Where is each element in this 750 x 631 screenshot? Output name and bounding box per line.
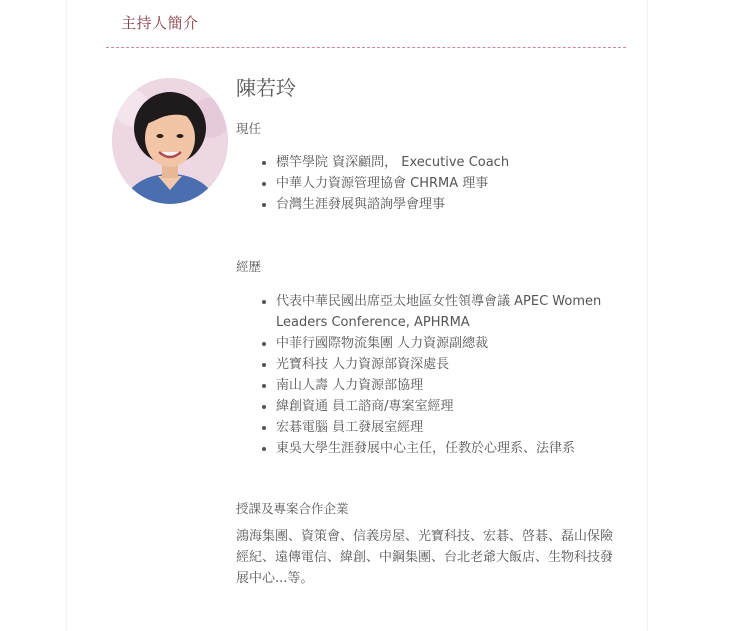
list-item: • 中華人力資源管理協會 CHRMA 理事 <box>276 173 644 194</box>
section-title: 主持人簡介 <box>121 14 199 32</box>
portrait-photo-icon <box>112 78 228 204</box>
partners-text: 鴻海集團、資策會、信義房屋、光寶科技、宏碁、啓碁、磊山保險經紀、遠傳電信、緯創、中鋼集團、台北老爺大飯店、生物科技發展中心...等。 <box>236 529 614 586</box>
section-divider <box>106 47 626 48</box>
host-name: 陳若玲 <box>236 76 296 100</box>
list-item: • 緯創資通 員工諮商/專案室經理 <box>276 396 644 417</box>
list-item: • 台灣生涯發展與諮詢學會理事 <box>276 194 644 215</box>
list-item: • 代表中華民國出席亞太地區女性領導會議 APEC Women Leaders Conference, APHRMA <box>276 291 644 333</box>
current-heading: 現任 <box>236 121 262 136</box>
list-item: • 中菲行國際物流集團 人力資源副總裁 <box>276 333 644 354</box>
current-list <box>256 152 644 215</box>
partners-heading: 授課及專案合作企業 <box>236 501 349 516</box>
list-item: • 南山人壽 人力資源部協理 <box>276 375 644 396</box>
list-item: • 東吳大學生涯發展中心主任，任教於心理系、法律系 <box>276 438 644 459</box>
experience-heading: 經歷 <box>236 259 262 274</box>
experience-list <box>256 291 644 459</box>
list-item: • 光寶科技 人力資源部資深處長 <box>276 354 644 375</box>
list-item: • 標竿學院 資深顧問， Executive Coach <box>276 152 644 173</box>
host-photo <box>112 78 228 204</box>
list-item: • 宏碁電腦 員工發展室經理 <box>276 417 644 438</box>
